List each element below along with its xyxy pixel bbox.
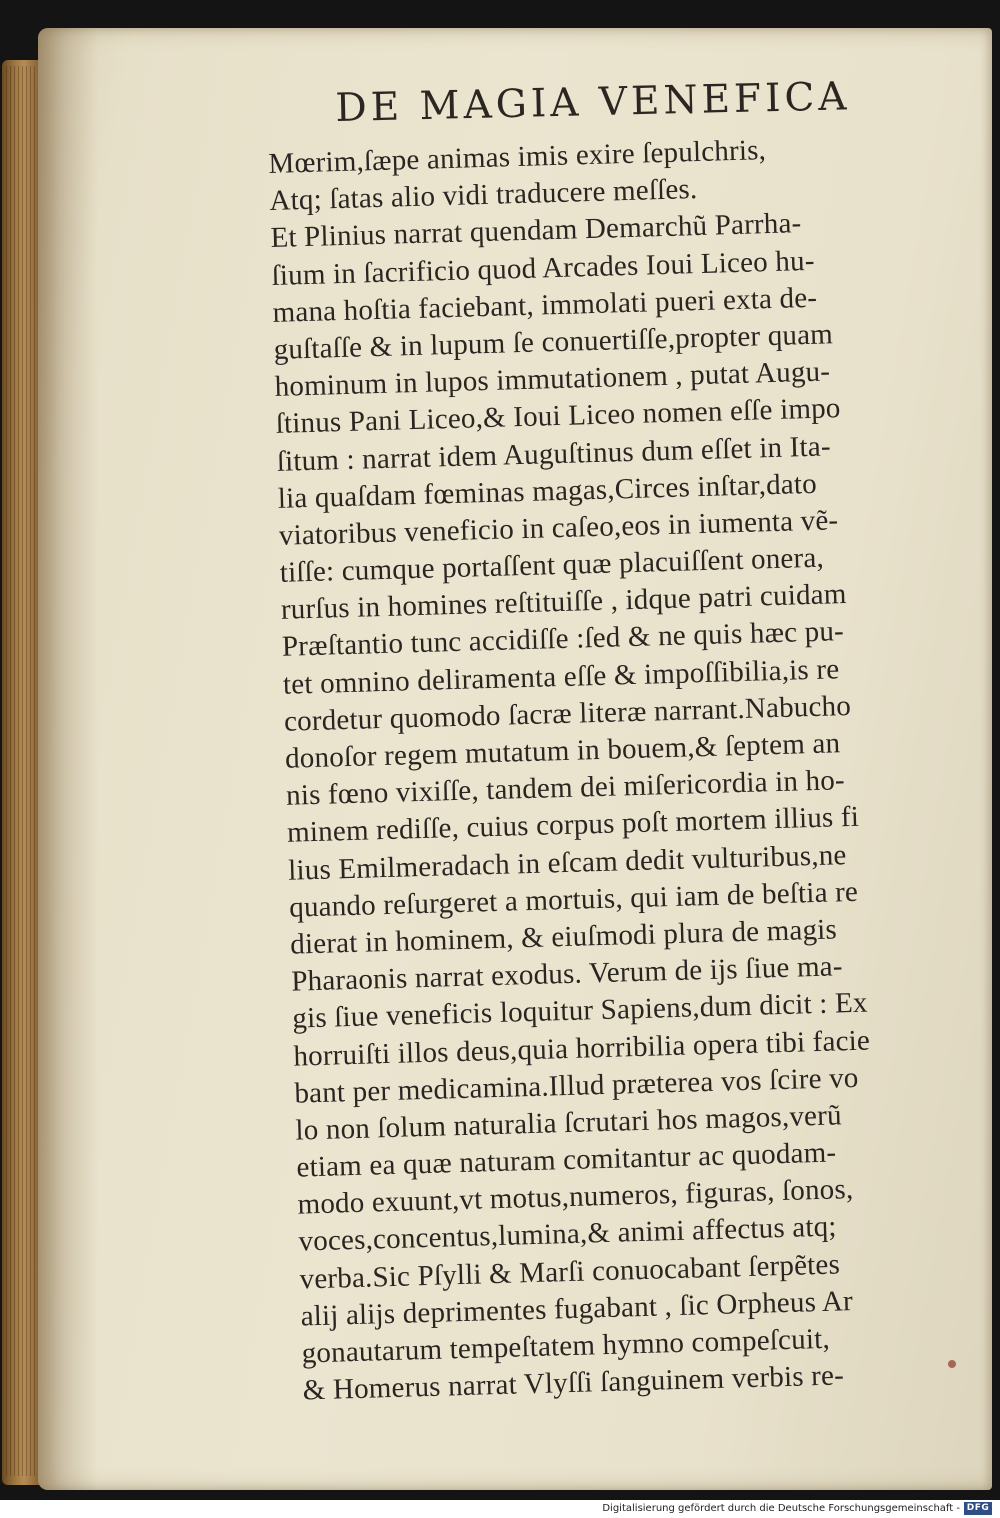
text-line: dierat in hominem, & eiuſmodi plura de magis — [289, 913, 838, 961]
text-line: hominum in lupos immutationem , putat Augu- — [274, 355, 831, 404]
text-line: nis fœno vixiſſe, tandem dei miſericordia in ho- — [285, 764, 846, 812]
text-line: Atq; ſatas alio vidi traducere meſſes. — [269, 173, 698, 218]
text-line: horruiſti illos deus,quia horribilia opera tibi facie — [292, 1024, 871, 1073]
text-line: ſtinus Pani Liceo,& Ioui Liceo nomen eſſe impo — [275, 392, 841, 441]
text-line: voces,concentus,lumina,& animi affectus atq; — [298, 1210, 838, 1259]
text-line: cordetur quomodo ſacræ literæ narrant.Nabucho — [283, 689, 852, 738]
text-line: gis ſiue veneficis loquitur Sapiens,dum dicit : Ex — [291, 986, 869, 1035]
text-line: Mœrim,ſæpe animas imis exire ſepulchris, — [268, 134, 767, 180]
dfg-logo-icon: DFG — [964, 1502, 992, 1515]
text-line: bant per medicamina.Illud præterea vos ſcire vo — [294, 1061, 859, 1110]
body-text — [268, 128, 963, 1410]
text-line: lia quaſdam fœminas magas,Circes inſtar,dato — [277, 467, 818, 515]
text-line: tet omnino deliramenta eſſe & impoſſibilia,is re — [282, 652, 840, 701]
text-line: donoſor regem mutatum in bouem,& ſeptem an — [284, 727, 841, 775]
text-line: Pharaonis narrat exodus. Verum de ijs ſiue ma- — [290, 950, 844, 998]
funding-credit: Digitalisierung gefördert durch die Deutsche Forschungsgemeinschaft - — [602, 1503, 960, 1514]
text-line: rurſus in homines reſtituiſſe , idque patri cuidam — [280, 578, 847, 627]
text-line: Præſtantio tunc accidiſſe :ſed & ne quis hæc pu- — [281, 615, 845, 664]
text-line: & Homerus narrat Vlyſſi ſanguinem verbis re- — [302, 1359, 845, 1407]
text-line: etiam ea quæ naturam comitantur ac quodam- — [296, 1136, 837, 1184]
text-line: minem rediſſe, cuius corpus poſt mortem illius fi — [286, 801, 860, 850]
text-line: mana hoſtia faciebant, immolati pueri exta de- — [272, 281, 818, 329]
text-line: alij alijs deprimentes fugabant , ſic Orpheus Ar — [300, 1284, 854, 1333]
text-line: modo exuunt,vt motus,numeros, figuras, ſonos, — [297, 1173, 854, 1221]
gutter-shadow — [38, 28, 98, 1490]
text-line: ſium in ſacrificio quod Arcades Ioui Liceo hu- — [271, 244, 815, 292]
text-line: lius Emilmeradach in eſcam dedit vulturibus,ne — [287, 838, 847, 887]
text-line: ſitum : narrat idem Auguſtinus dum eſſet in Ita- — [276, 429, 832, 478]
page-edge-texture — [6, 66, 36, 1476]
ink-stain — [948, 1360, 956, 1368]
text-line: guſtaſſe & in lupum ſe conuertiſſe,propter quam — [273, 318, 834, 366]
text-line: lo non ſolum naturalia ſcrutari hos magos,verũ — [295, 1099, 843, 1147]
text-line: viatoribus veneficio in caſeo,eos in iumenta vẽ- — [278, 504, 839, 552]
text-line: tiſſe: cumque portaſſent quæ placuiſſent onera, — [279, 541, 825, 589]
text-line: quando reſurgeret a mortuis, qui iam de beſtia re — [288, 875, 859, 924]
text-line: verba.Sic Pſylli & Marſi conuocabant ſerpẽtes — [299, 1248, 841, 1296]
running-head: DE MAGIA VENEFICA — [335, 74, 851, 131]
footer-bar — [0, 1500, 1000, 1518]
text-line: Et Plinius narrat quendam Demarchũ Parrha- — [270, 207, 802, 255]
text-line: gonautarum tempeſtatem hymno compeſcuit, — [301, 1322, 831, 1370]
